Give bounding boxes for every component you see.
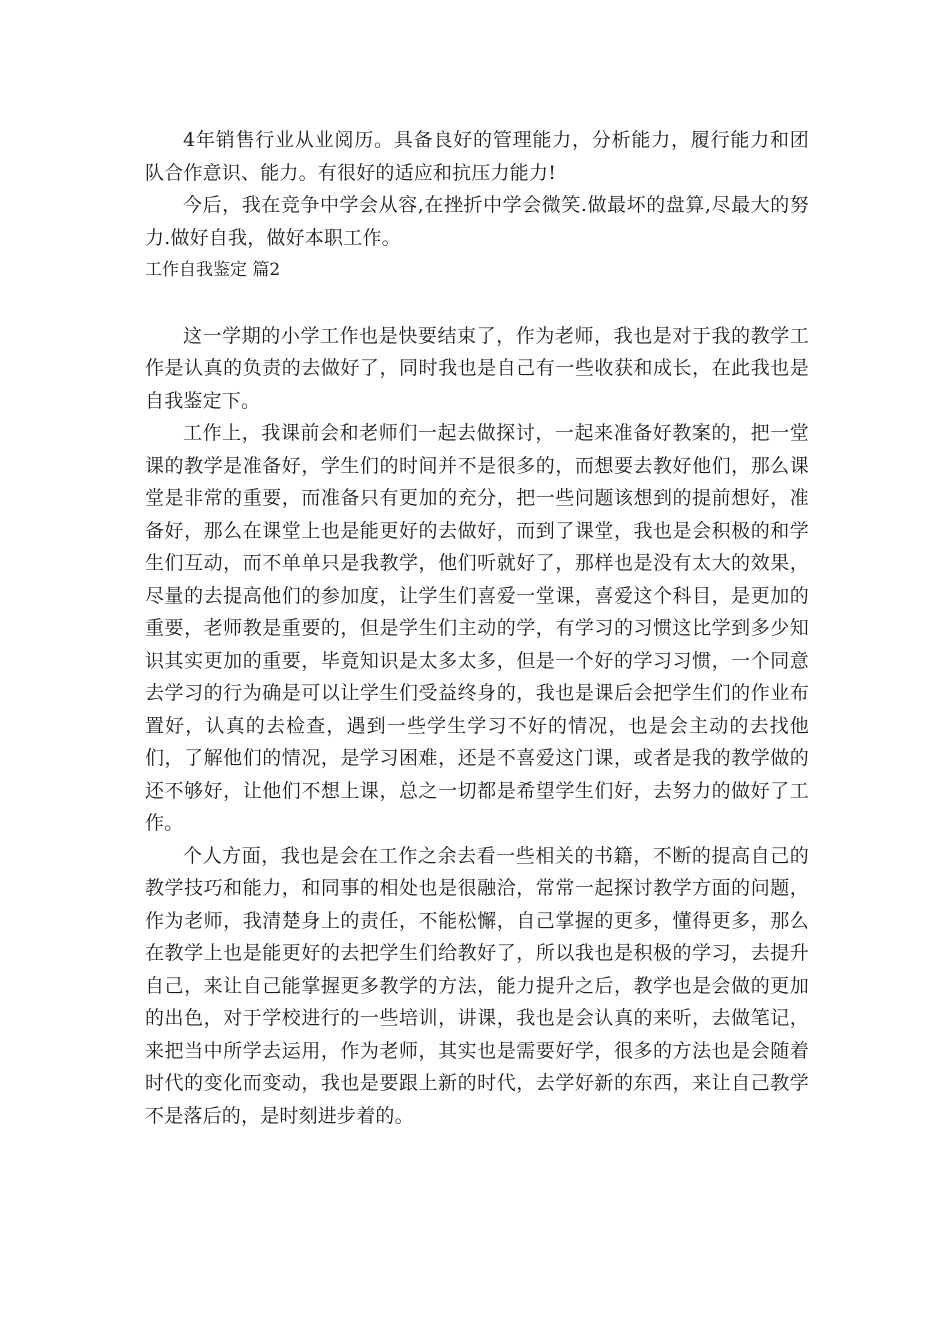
paragraph-future-plan: 今后，我在竞争中学会从容,在挫折中学会微笑.做最坏的盘算,尽最大的努力.做好自我，做好本职工作。: [145, 194, 809, 249]
paragraph-work: 工作上，我课前会和老师们一起去做探讨，一起来准备好教案的，把一堂课的教学是准备好，学生们的时间并不是很多的，而想要去教好他们，那么课堂是非常的重要，而准备只有更加的充分，把一些问题该想到的提前想好，准备好，那么在课堂上也是能更好的去做好，而到了课堂，我也是会积极的和学生们互动，而不单单只是我教学，他们听就好了，那样也是没有太大的效果，尽量的去提高他们的参加度，让学生们喜爱一堂课，喜爱这个科目，是更加的重要，老师教是重要的，但是学生们主动的学，有学习的习惯这比学到多少知识其实更加的重要，毕竟知识是太多太多，但是一个好的学习习惯，一个同意去学习的行为确是可以让学生们受益终身的，我也是课后会把学生们的作业布置好，认真的去检查，遇到一些学生学习不好的情况，也是会主动的去找他们，了解他们的情况，是学习困难，还是不喜爱这门课，或者是我的教学做的还不够好，让他们不想上课，总之一切都是希望学生们好，去努力的做好了工作。: [145, 422, 809, 834]
paragraph-personal: 个人方面，我也是会在工作之余去看一些相关的书籍，不断的提高自己的教学技巧和能力，和同事的相处也是很融洽，常常一起探讨教学方面的问题，作为老师，我清楚身上的责任，不能松懈，自己掌握的更多，懂得更多，那么在教学上也是能更好的去把学生们给教好了，所以我也是积极的学习，去提升自己，来让自己能掌握更多教学的方法，能力提升之后，教学也是会做的更加的出色，对于学校进行的一些培训，讲课，我也是会认真的来听，去做笔记，来把当中所学去运用，作为老师，其实也是需要好学，很多的方法也是会随着时代的变化而变动，我也是要跟上新的时代，去学好新的东西，来让自己教学不是落后的，是时刻进步着的。: [145, 844, 809, 1127]
blank-line: [145, 287, 809, 320]
section-heading: 工作自我鉴定 篇2: [145, 260, 281, 280]
paragraph-intro: 这一学期的小学工作也是快要结束了，作为老师，我也是对于我的教学工作是认真的负责的去做好了，同时我也是自己有一些收获和成长，在此我也是自我鉴定下。: [145, 324, 809, 412]
document-body: [145, 124, 809, 1132]
paragraph-experience: 4年销售行业从业阅历。具备良好的管理能力，分析能力，履行能力和团队合作意识、能力。有很好的适应和抗压力能力!: [145, 129, 809, 184]
